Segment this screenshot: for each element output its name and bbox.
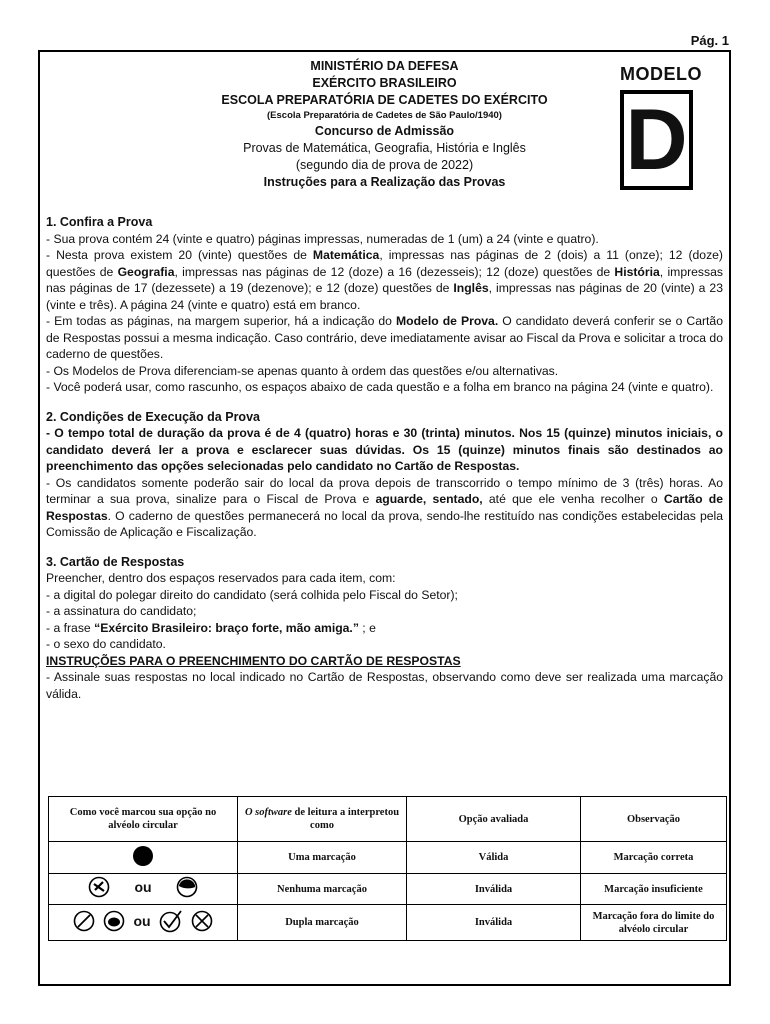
slash-bubble-icon — [73, 910, 95, 932]
row2-observation: Marcação insuficiente — [581, 874, 727, 905]
section1-title: 1. Confira a Prova — [46, 215, 153, 229]
header-subjects: Provas de Matemática, Geografia, História e Inglês — [243, 141, 526, 155]
row2-evaluation: Inválida — [407, 874, 581, 905]
row1-evaluation: Válida — [407, 842, 581, 874]
double-mark-example: ou — [49, 905, 238, 941]
section2-paragraph-duration: - O tempo total de duração da prova é de 4 (quatro) horas e 30 (trinta) minutos. Nos 15 (quinze) minutos iniciais, o candidato deverá ler a prova e esclarecer suas dúvidas. Os 15 (quinze) minutos finais são destinados ao preenchimento das opções selecionadas pelo candidato no Cartão de Respostas. — [46, 426, 723, 473]
section3-item-signature: - a assinatura do candidato; — [46, 604, 197, 618]
row3-observation: Marcação fora do limite do alvéolo circular — [581, 905, 727, 941]
section1-paragraph-model: - Em todas as páginas, na margem superior, há a indicação do Modelo de Prova. O candidato deverá conferir se o Cartão de Respostas possui a mesma indicação. Caso contrário, deve imediatamente avisar ao Fiscal da Prova e solicitar a troca do caderno de questões. — [46, 314, 723, 361]
page-number: Pág. 1 — [690, 33, 729, 48]
table-row — [49, 905, 727, 941]
table-header-software: O software de leitura a interpretou como — [238, 797, 407, 842]
section1-paragraph-draft: - Você poderá usar, como rascunho, os espaços abaixo de cada questão e a folha em branco na página 24 (vinte e quatro). — [46, 380, 714, 394]
filled-bubble-example — [49, 842, 238, 874]
row1-interpretation: Uma marcação — [238, 842, 407, 874]
row2-interpretation: Nenhuma marcação — [238, 874, 407, 905]
modelo-label: MODELO — [620, 64, 702, 84]
header-instructions-title: Instruções para a Realização das Provas — [263, 175, 506, 189]
table-header-evaluation: Opção avaliada — [407, 797, 581, 842]
partial-fill-bubble-icon — [176, 876, 198, 898]
cross-bubble-icon — [191, 910, 213, 932]
header-school-subtitle: (Escola Preparatória de Cadetes de São Paulo/1940) — [267, 110, 502, 121]
row1-observation: Marcação correta — [581, 842, 727, 874]
section3-intro: Preencher, dentro dos espaços reservados para cada item, com: — [46, 571, 396, 585]
section3-title: 3. Cartão de Respostas — [46, 554, 185, 569]
table-row — [49, 874, 727, 905]
row3-interpretation: Dupla marcação — [238, 905, 407, 941]
modelo-box — [620, 90, 693, 190]
table-header-marking: Como você marcou sua opção no alvéolo circular — [49, 797, 238, 842]
header-ministry: MINISTÉRIO DA DEFESA — [310, 59, 459, 73]
modelo-letter: D — [625, 92, 688, 188]
section1-paragraph-questions: - Nesta prova existem 20 (vinte) questões de Matemática, impressas nas páginas de 2 (dois) a 11 (onze); 12 (doze) questões de Geografia, impressas nas páginas de 12 (doze) a 16 (dezesseis); 12 (doze) questões de História, impressas nas páginas de 17 (dezessete) a 19 (dezenove); e 12 (doze) questões de Inglês, impressas nas páginas de 20 (vinte) a 23 (vinte e três). A página 24 (vinte e quatro) está em branco. — [46, 248, 723, 312]
section3-item-phrase: - a frase “Exército Brasileiro: braço forte, mão amiga.” ; e — [46, 620, 376, 635]
answer-sheet-instructions-text: - Assinale suas respostas no local indicado no Cartão de Respostas, observando como deve ser realizada uma marcação válida. — [46, 670, 723, 701]
filled-circle-icon — [132, 845, 154, 867]
section1-paragraph-order: - Os Modelos de Prova diferenciam-se apenas quanto à ordem das questões e/ou alternativas. — [46, 363, 559, 378]
answer-sheet-instructions-title: INSTRUÇÕES PARA O PREENCHIMENTO DO CARTÃO DE RESPOSTAS — [46, 653, 461, 668]
check-bubble-icon — [159, 909, 183, 933]
instructions-page-frame — [38, 50, 731, 986]
section2-paragraph-leaving: - Os candidatos somente poderão sair do local da prova depois de transcorrido o tempo mínimo de 3 (três) horas. Ao terminar a sua prova, sinalize para o Fiscal de Prova e aguarde, sentado, até que ele venha recolher o Cartão de Respostas. O caderno de questões permanecerá no local da prova, sendo-lhe restituído nas condições estabelecidas pela Comissão de Aplicação e Fiscalização. — [46, 475, 723, 539]
header-exam-name: Concurso de Admissão — [314, 124, 455, 138]
instructions-body — [46, 214, 723, 702]
header-exam-day: (segundo dia de prova de 2022) — [295, 158, 474, 172]
table-header-observation: Observação — [581, 797, 727, 842]
section3-item-fingerprint: - a digital do polegar direito do candidato (será colhida pelo Fiscal do Setor); — [46, 587, 458, 602]
section1-paragraph-pages: - Sua prova contém 24 (vinte e quatro) páginas impressas, numeradas de 1 (um) a 24 (vinte e quatro). — [46, 231, 599, 246]
header-school: ESCOLA PREPARATÓRIA DE CADETES DO EXÉRCITO — [221, 93, 548, 107]
marking-examples-table — [48, 796, 727, 941]
x-mark-bubble-icon — [88, 876, 110, 898]
section3-item-sex: - o sexo do candidato. — [46, 637, 166, 651]
section2-title: 2. Condições de Execução da Prova — [46, 409, 260, 424]
inner-dot-bubble-icon — [103, 910, 125, 932]
header-army: EXÉRCITO BRASILEIRO — [312, 76, 457, 90]
row3-evaluation: Inválida — [407, 905, 581, 941]
table-row — [49, 842, 727, 874]
insufficient-mark-example: ou — [49, 874, 238, 905]
